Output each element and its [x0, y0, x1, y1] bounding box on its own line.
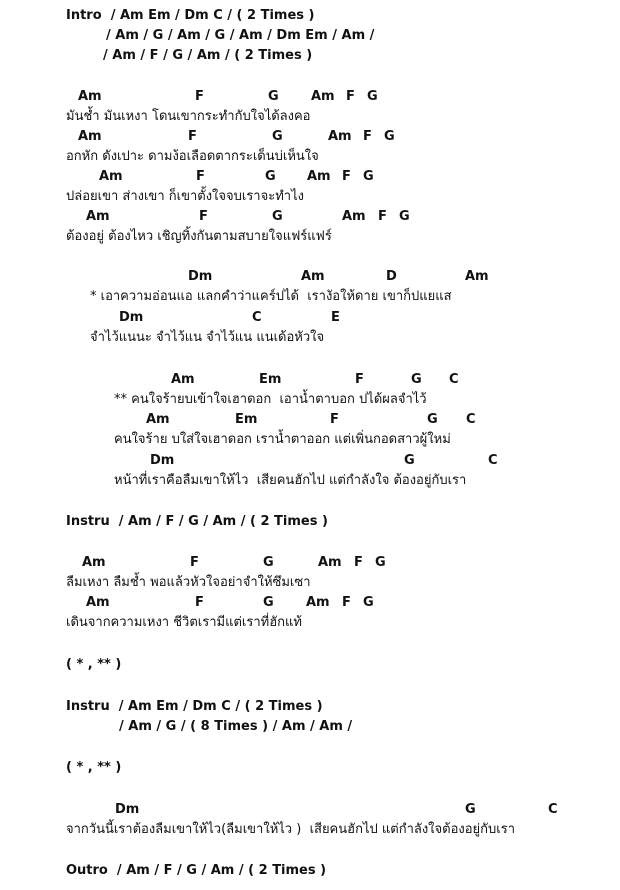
lyric-line: * เอาความอ่อนแอ แลกคำว่าแคร์ปได้ เรางัอให้ดาย เขาก็ปแยแส	[90, 289, 452, 304]
chord-label: G	[263, 555, 274, 570]
chord-label: F	[346, 89, 355, 104]
chord-row	[0, 267, 620, 287]
intro-line-3: / Am / F / G / Am / ( 2 Times )	[103, 48, 313, 63]
chord-label: Am	[78, 89, 102, 104]
chord-label: F	[342, 595, 351, 610]
chord-label: G	[384, 129, 395, 144]
chord-label: Em	[235, 412, 258, 427]
chord-row	[0, 593, 620, 613]
chord-label: G	[427, 412, 438, 427]
chord-label: G	[363, 169, 374, 184]
instru-line: Instru / Am / F / G / Am / ( 2 Times )	[66, 514, 328, 529]
chord-label: D	[386, 269, 397, 284]
chord-label: Am	[465, 269, 489, 284]
lyric-line: มันช้ำ มันเหงา โดนเขากระทำกับใจได้ลงคอ	[66, 109, 311, 124]
chord-label: C	[466, 412, 476, 427]
chord-label: Am	[171, 372, 195, 387]
repeat-marker: ( * , ** )	[66, 760, 122, 775]
chord-label: C	[449, 372, 459, 387]
chord-label: C	[548, 802, 558, 817]
chord-row	[0, 87, 620, 107]
chord-row	[0, 308, 620, 328]
chord-row	[0, 410, 620, 430]
chord-row	[0, 167, 620, 187]
chord-label: G	[363, 595, 374, 610]
chord-label: Am	[301, 269, 325, 284]
chord-row	[0, 370, 620, 390]
chord-row	[0, 451, 620, 471]
chord-label: Am	[146, 412, 170, 427]
chord-label: Dm	[150, 453, 175, 468]
lyric-line: อกหัก ดังเปาะ ดามง้อเลือดตากระเด็นบ่เห็นใจ	[66, 149, 319, 164]
chord-label: Dm	[188, 269, 213, 284]
chord-label: F	[196, 169, 205, 184]
chord-label: G	[272, 209, 283, 224]
chord-label: Am	[307, 169, 331, 184]
chord-label: C	[252, 310, 262, 325]
chord-label: Am	[328, 129, 352, 144]
lyric-line: ** คนใจร้ายบเข้าใจเฮาดอก เอาน้ำตาบอก ปได้ผลจำไว้	[114, 392, 427, 407]
lyric-line: ปล่อยเขา ส่างเขา ก็เขาตั้งใจจบเราจะทำไง	[66, 189, 304, 204]
repeat-marker: ( * , ** )	[66, 657, 122, 672]
chord-label: Am	[311, 89, 335, 104]
chord-label: Em	[259, 372, 282, 387]
lyric-line: ต้องอยู่ ต้องไหว เชิญทิ้งกันตามสบายใจแฟร์แฟร์	[66, 229, 332, 244]
chord-label: G	[268, 89, 279, 104]
outro-line: Outro / Am / F / G / Am / ( 2 Times )	[66, 863, 327, 878]
chord-row	[0, 553, 620, 573]
lyric-line: หน้าที่เราคือลืมเขาให้ไว เสียคนฮักไป แต่กำลังใจ ต้องอยู่กับเรา	[114, 473, 467, 488]
chord-label: G	[375, 555, 386, 570]
chord-label: F	[188, 129, 197, 144]
chord-label: Am	[78, 129, 102, 144]
chord-label: F	[342, 169, 351, 184]
chord-label: Am	[99, 169, 123, 184]
chord-label: Am	[86, 209, 110, 224]
chord-label: F	[195, 595, 204, 610]
chord-label: Dm	[119, 310, 144, 325]
chord-row	[0, 127, 620, 147]
chord-label: G	[272, 129, 283, 144]
lyric-line: ลืมเหงา ลืมช้ำ พอแล้วหัวใจอย่าจำให้ซึมเซา	[66, 575, 311, 590]
chord-row	[0, 207, 620, 227]
instru-line-2: / Am / G / ( 8 Times ) / Am / Am /	[119, 719, 353, 734]
chord-label: G	[399, 209, 410, 224]
chord-row	[0, 800, 620, 820]
chord-label: Dm	[115, 802, 140, 817]
chord-label: G	[411, 372, 422, 387]
chord-label: Am	[342, 209, 366, 224]
chord-label: Am	[82, 555, 106, 570]
lyric-line: จากวันนี้เราต้องลืมเขาให้ไว(ลืมเขาให้ไว ) เสียคนฮักไป แต่กำลังใจต้องอยู่กับเรา	[66, 822, 516, 837]
chord-label: F	[195, 89, 204, 104]
chord-label: F	[354, 555, 363, 570]
chord-label: F	[190, 555, 199, 570]
chord-label: E	[331, 310, 340, 325]
chord-label: G	[265, 169, 276, 184]
chord-label: Am	[306, 595, 330, 610]
instru-line-1: Instru / Am Em / Dm C / ( 2 Times )	[66, 699, 323, 714]
chord-label: G	[404, 453, 415, 468]
chord-label: F	[378, 209, 387, 224]
lyric-line: คนใจร้าย บใส่ใจเฮาดอก เราน้ำตาออก แต่เพิ่นกอดสาวผู้ใหม่	[114, 432, 451, 447]
chord-label: C	[488, 453, 498, 468]
lyric-line: เดินจากความเหงา ชีวิตเรามีแต่เราที่ฮักแท้	[66, 615, 302, 630]
chord-label: Am	[318, 555, 342, 570]
lyric-line: จำไว้แนนะ จำไว้แน จำไว้แน แนเด้อหัวใจ	[90, 330, 325, 345]
chord-label: Am	[86, 595, 110, 610]
intro-line-2: / Am / G / Am / G / Am / Dm Em / Am /	[106, 28, 375, 43]
chord-label: G	[263, 595, 274, 610]
chord-label: G	[465, 802, 476, 817]
chord-label: G	[367, 89, 378, 104]
chord-label: F	[363, 129, 372, 144]
intro-line-1: Intro / Am Em / Dm C / ( 2 Times )	[66, 8, 315, 23]
chord-label: F	[199, 209, 208, 224]
chord-label: F	[355, 372, 364, 387]
chord-label: F	[330, 412, 339, 427]
